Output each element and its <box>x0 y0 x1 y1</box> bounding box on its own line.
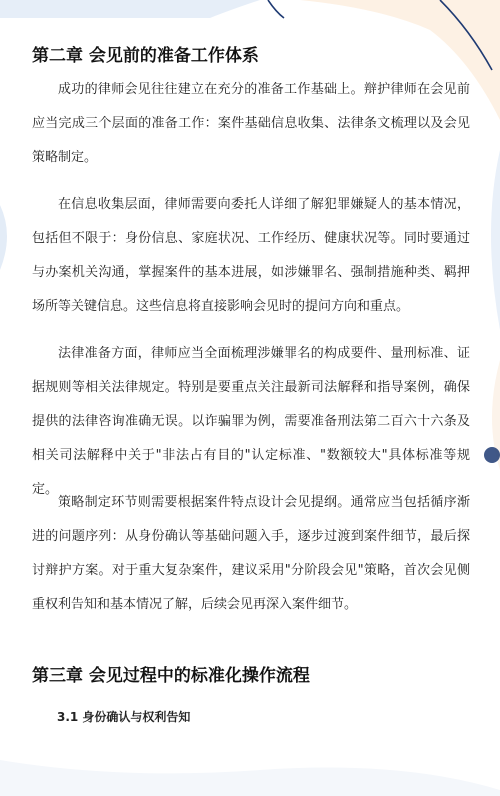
chapter-2-title: 第二章 会见前的准备工作体系 <box>32 46 259 66</box>
paragraph-4: 策略制定环节则需要根据案件特点设计会见提纲。通常应当包括循序渐进的问题序列：从身份确认等基础问题入手，逐步过渡到案件细节，最后探讨辩护方案。对于重大复杂案件，建议采用"分阶段会见"策略，首次会见侧重权利告知和基本情况了解，后续会见再深入案件细节。 <box>32 495 470 612</box>
chapter-3-title: 第三章 会见过程中的标准化操作流程 <box>32 666 310 686</box>
section-3-1-title: 3.1 身份确认与权利告知 <box>57 710 191 724</box>
paragraph-2: 在信息收集层面，律师需要向委托人详细了解犯罪嫌疑人的基本情况，包括但不限于：身份信息、家庭状况、工作经历、健康状况等。同时要通过与办案机关沟通，掌握案件的基本进展，如涉嫌罪名、强制措施种类、羁押场所等关键信息。这些信息将直接影响会见时的提问方向和重点。 <box>32 197 470 314</box>
paragraph-3: 法律准备方面，律师应当全面梳理涉嫌罪名的构成要件、量刑标准、证据规则等相关法律规定。特别是要重点关注最新司法解释和指导案例，确保提供的法律咨询准确无误。以诈骗罪为例，需要准备刑法第二百六十六条及相关司法解释中关于"非法占有目的"认定标准、"数额较大"具体标准等规定。 <box>32 346 470 497</box>
paragraph-1: 成功的律师会见往往建立在充分的准备工作基础上。辩护律师在会见前应当完成三个层面的准备工作：案件基础信息收集、法律条文梳理以及会见策略制定。 <box>32 82 470 165</box>
